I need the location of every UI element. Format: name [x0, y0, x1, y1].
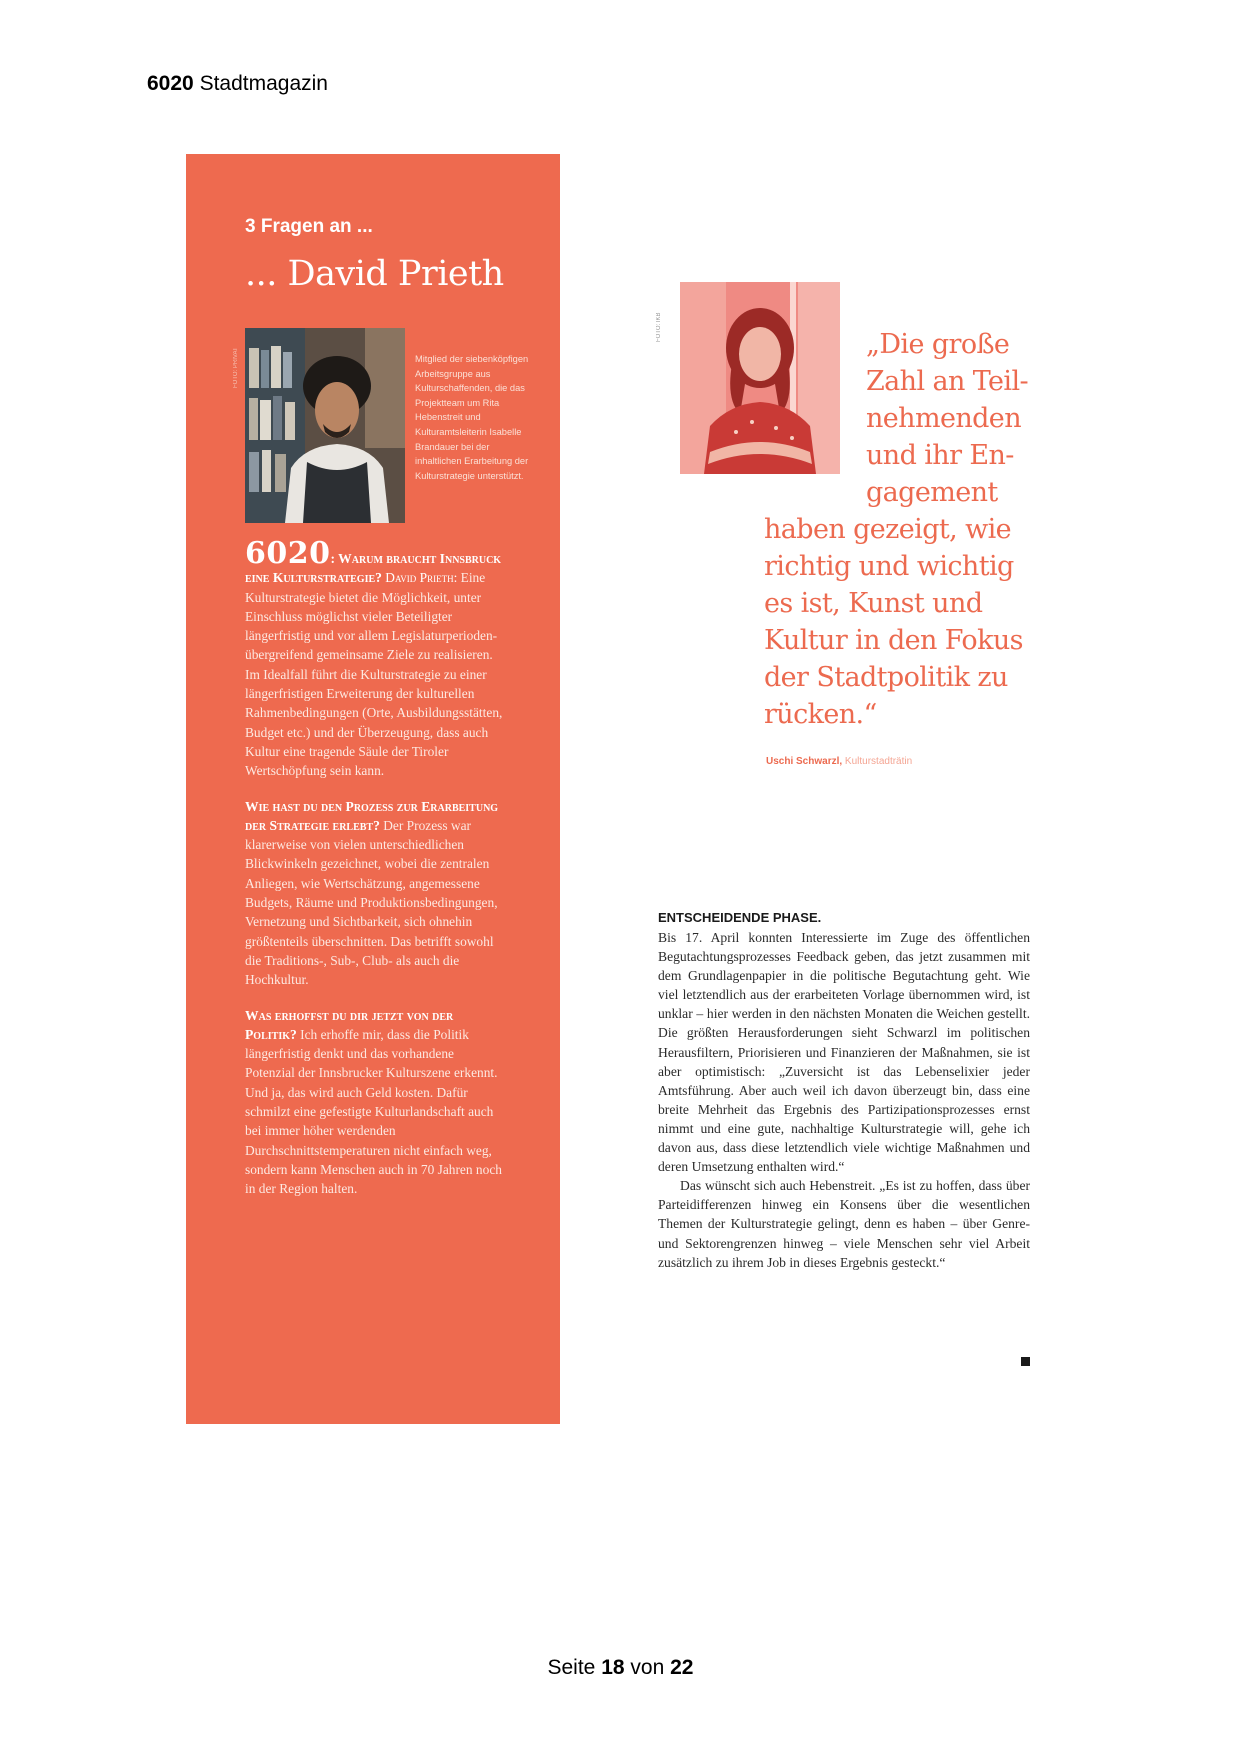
- footer-prefix: Seite: [547, 1656, 596, 1679]
- qa-question: Wie hast du den Prozess zur Erarbeitung der Strategie erlebt?: [245, 798, 499, 833]
- pull-quote-line: es ist, Kunst und: [764, 588, 983, 619]
- article-body: [658, 928, 1030, 1272]
- pull-quote-line: Kultur in den Fokus: [764, 625, 1023, 656]
- footer-separator: von: [630, 1656, 665, 1679]
- portrait-caption: Mitglied der siebenköpfigen Arbeitsgruppe aus Kulturschaffenden, die das Projektteam um Rita Hebenstreit und Kulturamtsleiterin Isabelle Brandauer bei der inhaltlichen Erarbeitung der Kulturstrategie unterstützt.: [415, 354, 529, 481]
- qa-answer: Ich erhoffe mir, dass die Politik längerfristig denkt und das vorhandene Potenzial der Innsbrucker Kulturszene erkennt. Und ja, das wird auch Geld kosten. Dafür schmilzt eine gefestigte Kulturlandschaft auch bei immer höher werdenden Durchschnittstemperaturen nicht einfach weg, sondern kann Menschen auch in 70 Jahren noch in der Region halten.: [245, 1026, 502, 1197]
- pull-quote-line: „Die große: [866, 329, 1010, 360]
- publication-header: [147, 72, 328, 96]
- qa-speaker: David Prieth:: [385, 570, 458, 586]
- pull-quote-line: rücken.“: [764, 699, 877, 730]
- pull-quote-line: der Stadtpolitik zu: [764, 662, 1008, 693]
- qa-item: [245, 536, 507, 781]
- pull-quote-line: gagement: [866, 477, 998, 508]
- publication-number: 6020: [147, 72, 194, 95]
- portrait-illustration: [245, 328, 405, 523]
- sidebar-headline: ... David Prieth: [245, 254, 504, 294]
- interview-text: [245, 536, 507, 1215]
- section-heading: ENTSCHEIDENDE PHASE.: [658, 910, 822, 925]
- footer-page-total: 22: [670, 1656, 694, 1679]
- sidebar-kicker: 3 Fragen an ...: [245, 216, 373, 237]
- pull-quote-line: haben gezeigt, wie: [764, 514, 1012, 545]
- page-footer: [0, 1656, 1241, 1680]
- qa-answer: Eine Kulturstrategie bietet die Möglichkeit, unter Einschluss möglichst vieler Beteiligter längerfristig und vor allem Legislaturperioden-übergreifend gemeinsame Ziele zu realisieren. Im Idealfall führt die Kulturstrategie zu einer längerfristigen Erweiterung der kulturellen Rahmenbedingungen (Orte, Ausbildungsstätten, Budget etc.) und der Überzeugung, dass auch Kultur eine tragende Säule der Tiroler Wertschöpfung sein kann.: [245, 570, 503, 779]
- pull-quote-line: und ihr En-: [866, 440, 1014, 471]
- qa-question: : Warum braucht Innsbruck eine Kulturstrategie?: [245, 551, 502, 586]
- qa-item: [245, 1006, 507, 1199]
- quote-photo-credit: FOTO: IKB: [656, 312, 662, 342]
- quote-author: Uschi Schwarzl,: [766, 756, 843, 767]
- pull-quote-line: nehmenden: [866, 403, 1021, 434]
- qa-item: [245, 797, 507, 990]
- quote-author-role: Kulturstadträtin: [844, 756, 913, 767]
- pull-quote-line: richtig und wichtig: [764, 551, 1014, 582]
- pull-quote-line: Zahl an Teil-: [866, 366, 1029, 397]
- publication-title: Stadtmagazin: [199, 72, 328, 95]
- interview-sidebar: [186, 154, 560, 1424]
- quote-attribution: [766, 756, 912, 767]
- article-paragraph: Das wünscht sich auch Hebenstreit. „Es ist zu hoffen, dass über Parteidifferenzen hinweg ein Konsens über die wesentlichen Themen der Kulturstrategie gelingt, denn es haben – über Genre- und Sektorengrenzen hinweg – viele Menschen sehr viel Arbeit zusätzlich zu ihrem Job in dieses Ergebnis gesteckt.“: [658, 1178, 1030, 1270]
- end-of-article-mark: [1021, 1357, 1030, 1366]
- portrait-photo-david-prieth: [245, 328, 405, 523]
- article-paragraph: Bis 17. April konnten Interessierte im Zuge des öffentlichen Begutachtungsprozesses Feedback geben, das jetzt zusammen mit dem Grundlagenpapier in die politische Begutachtung geht. Wie viel letztendlich aus der erarbeiteten Vorlage übernommen wird, ist unklar – hier werden in den nächsten Monaten die Weichen gestellt. Die größten Herausforderungen sieht Schwarzl im politischen Herausfiltern, Priorisieren und Finanzieren der Maßnahmen, sie ist aber optimistisch: „Zuversicht ist das Lebenselixier jeder Amtsführung. Aber auch weil ich davon überzeugt bin, dass eine breite Mehrheit das Ergebnis des Partizipationsprozesses ernst nimmt und eine gute, nachhaltige Kulturstrategie will, gehe ich davon aus, dass diese letztendlich viele wichtige Maßnahmen und deren Umsetzung enthalten wird.“: [658, 930, 1030, 1175]
- pull-quote: [764, 326, 1064, 733]
- qa-prefix-brand: 6020: [245, 536, 331, 571]
- footer-page-number: 18: [601, 1656, 625, 1679]
- portrait-credit: FOTO: PRIVAT: [233, 347, 239, 388]
- qa-question: Was erhoffst du dir jetzt von der Politik?: [245, 1007, 454, 1042]
- qa-answer: Der Prozess war klarerweise von vielen unterschiedlichen Blickwinkeln gezeichnet, wobei die zentralen Anliegen, wie Wertschätzung, angemessene Budgets, Räume und Produktionsbedingungen, Vernetzung und Sichtbarkeit, sich ohnehin größtenteils überschnitten. Das betrifft sowohl die Traditions-, Sub-, Club- als auch die Hochkultur.: [245, 817, 498, 988]
